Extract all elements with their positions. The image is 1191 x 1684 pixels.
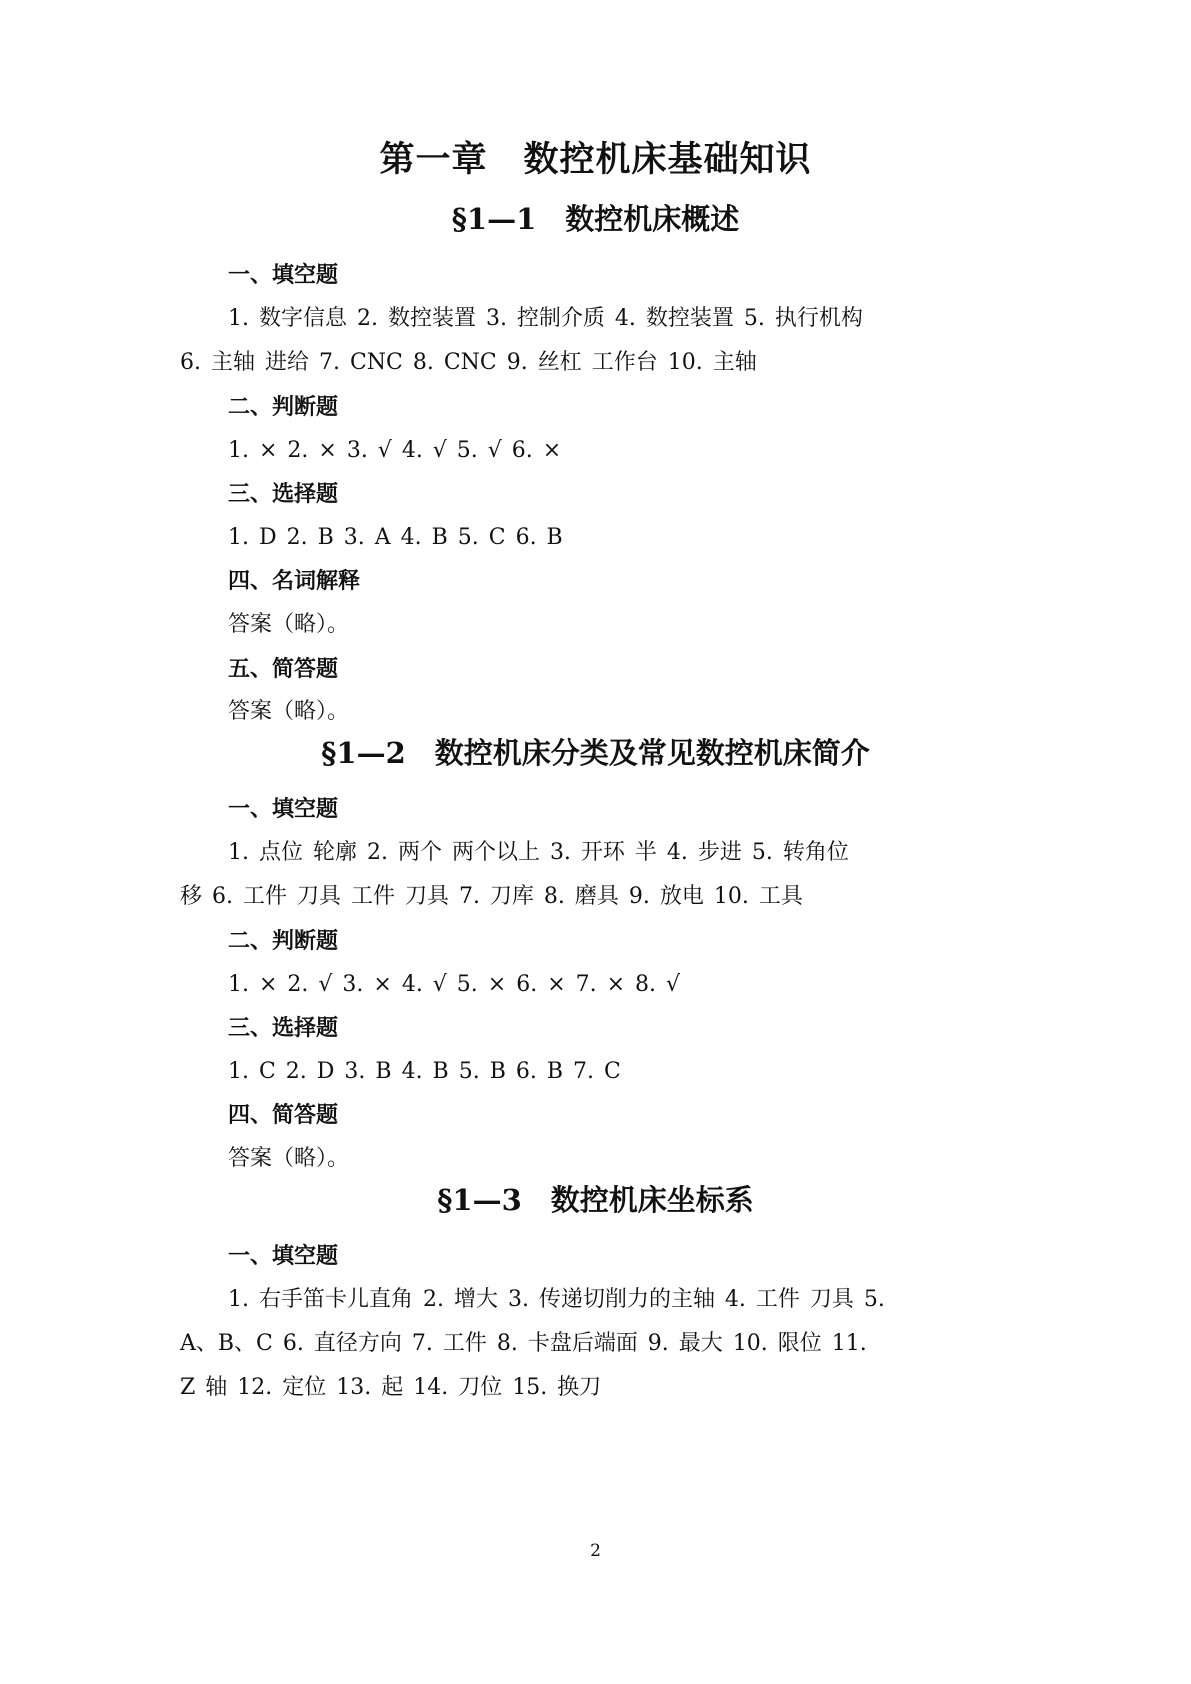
answer-line: 1. D 2. B 3. A 4. B 5. C 6. B	[228, 525, 563, 550]
heading-short-answer: 五、简答题	[228, 656, 339, 682]
answer-line: 移 6. 工件 刀具 工件 刀具 7. 刀库 8. 磨具 9. 放电 10. 工具	[180, 884, 803, 909]
section-title-1-1: §1—1 数控机床概述	[451, 202, 740, 236]
chapter-title: 第一章 数控机床基础知识	[379, 139, 812, 180]
answer-line: 1. 右手笛卡儿直角 2. 增大 3. 传递切削力的主轴 4. 工件 刀具 5.	[228, 1287, 885, 1312]
answer-line: 6. 主轴 进给 7. CNC 8. CNC 9. 丝杠 工作台 10. 主轴	[180, 350, 757, 375]
heading-true-false: 二、判断题	[228, 394, 339, 420]
answer-line: 1. × 2. × 3. √ 4. √ 5. √ 6. ×	[228, 438, 562, 463]
section-title-1-2: §1—2 数控机床分类及常见数控机床简介	[321, 736, 870, 770]
answer-line: 1. C 2. D 3. B 4. B 5. B 6. B 7. C	[228, 1059, 621, 1084]
heading-fill-blank: 一、填空题	[228, 1243, 339, 1269]
answer-line: 答案（略）。	[228, 1146, 350, 1171]
answer-line: 1. 数字信息 2. 数控装置 3. 控制介质 4. 数控装置 5. 执行机构	[228, 306, 863, 331]
heading-fill-blank: 一、填空题	[228, 262, 339, 288]
answer-line: 答案（略）。	[228, 699, 350, 724]
answer-line: A、B、C 6. 直径方向 7. 工件 8. 卡盘后端面 9. 最大 10. 限位 11.	[180, 1331, 867, 1356]
heading-term-explanation: 四、名词解释	[228, 568, 361, 594]
heading-multiple-choice: 三、选择题	[228, 481, 339, 507]
answer-line: 答案（略）。	[228, 612, 350, 637]
answer-line: 1. × 2. √ 3. × 4. √ 5. × 6. × 7. × 8. √	[228, 972, 681, 997]
heading-multiple-choice: 三、选择题	[228, 1015, 339, 1041]
page-number: 2	[590, 1541, 601, 1561]
heading-true-false: 二、判断题	[228, 928, 339, 954]
heading-fill-blank: 一、填空题	[228, 796, 339, 822]
answer-line: Z 轴 12. 定位 13. 起 14. 刀位 15. 换刀	[180, 1375, 602, 1400]
answer-line: 1. 点位 轮廓 2. 两个 两个以上 3. 开环 半 4. 步进 5. 转角位	[228, 840, 849, 865]
section-title-1-3: §1—3 数控机床坐标系	[437, 1183, 754, 1217]
heading-short-answer: 四、简答题	[228, 1102, 339, 1128]
